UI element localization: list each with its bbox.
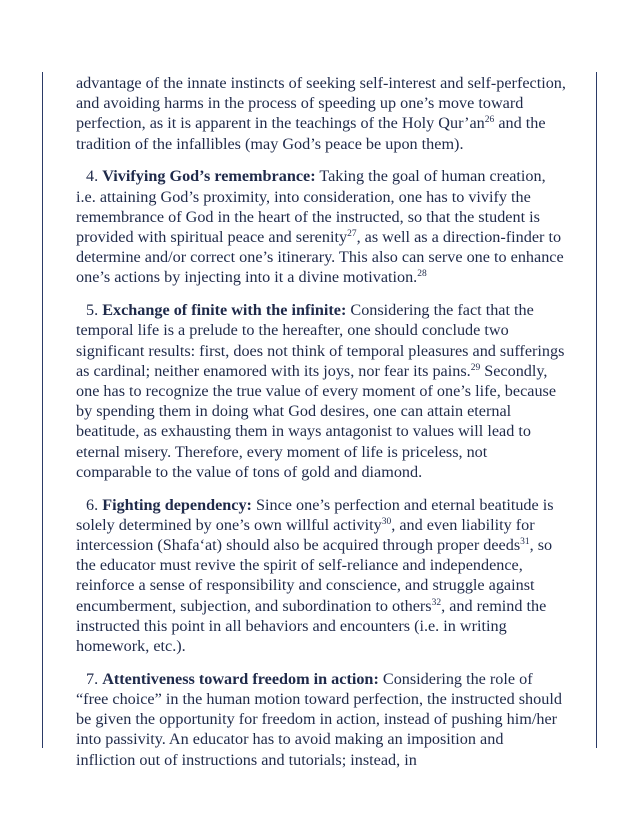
body-text: and the tradition of the infallibles (may God’s peace be upon them). [76,114,546,153]
paragraph-number: 7. [86,669,103,688]
right-margin-rule [596,72,597,748]
paragraph-heading: Exchange of finite with the infinite: [102,301,347,320]
body-text: Considering the role of “free choice” in the human motion toward perfection, the instructed should be given the opportunity for freedom in action, instead of pushing him/her into passivity. An educator has to avoid making an imposition and infliction out of instructions and tutorials; instead, in [76,669,562,769]
body-text: Considering the fact that the temporal life is a prelude to the hereafter, one should conclude two significant results: first, does not think of temporal pleasures and sufferings as cardinal; neither enamored with its joys, nor fear its pains. [76,301,565,380]
footnote-reference[interactable]: 29 [470,362,481,373]
numbered-paragraph [76,300,566,482]
body-text: , and remind the instructed this point in all behaviors and encounters (i.e. in writing homework, etc.). [76,596,547,656]
body-text: , and even liability for intercession (Shafa‘at) should also be acquired through proper deeds [76,515,535,555]
body-text: , so the educator must revive the spirit of self-reliance and independence, reinforce a sense of responsibility and conscience, and struggle against encumberment, subjection, and subordination to others [76,536,553,615]
body-text: , as well as a direction-finder to determine and/or correct one’s itinerary. This also can serve one to enhance one’s actions by injecting into it a divine motivation. [76,228,564,287]
paragraph-number: 5. [86,301,103,320]
footnote-reference[interactable]: 32 [431,597,442,608]
numbered-paragraph [76,166,566,287]
left-margin-rule [42,72,43,748]
footnote-reference[interactable]: 30 [381,516,392,527]
paragraph-heading: Vivifying God’s remembrance: [102,167,316,186]
body-text: Secondly, one has to recognize the true value of every moment of one’s life, because by spending them in doing what God desires, one can attain eternal beatitude, as exhausting them in ways antagonist to values will lead to eternal misery. Therefore, every moment of life is priceless, not comparable to the value of tons of gold and diamond. [76,361,557,481]
footnote-reference[interactable]: 27 [347,229,357,240]
paragraph [76,73,566,154]
body-text: advantage of the innate instincts of seeking self-interest and self-perfection, and avoiding harms in the process of speeding up one’s move toward perfection, as it is apparent in the teachings of the Holy Qur’an [76,74,566,133]
paragraph-heading: Fighting dependency: [102,495,252,514]
body-text: Taking the goal of human creation, i.e. attaining God’s proximity, into consideration, one has to vivify the remembrance of God in the heart of the instructed, so that the student is provided with spiritual peace and serenity [76,167,546,247]
numbered-paragraph [76,495,566,657]
footnote-reference[interactable]: 26 [484,115,495,126]
paragraph-heading: Attentiveness toward freedom in action: [102,669,379,688]
numbered-paragraph [76,669,566,770]
document-page [76,73,566,782]
footnote-reference[interactable]: 28 [417,269,427,280]
paragraph-number: 4. [86,167,103,186]
footnote-reference[interactable]: 31 [520,537,530,548]
body-text: Since one’s perfection and eternal beatitude is solely determined by one’s own willful activity [76,495,554,534]
paragraph-number: 6. [86,495,103,514]
